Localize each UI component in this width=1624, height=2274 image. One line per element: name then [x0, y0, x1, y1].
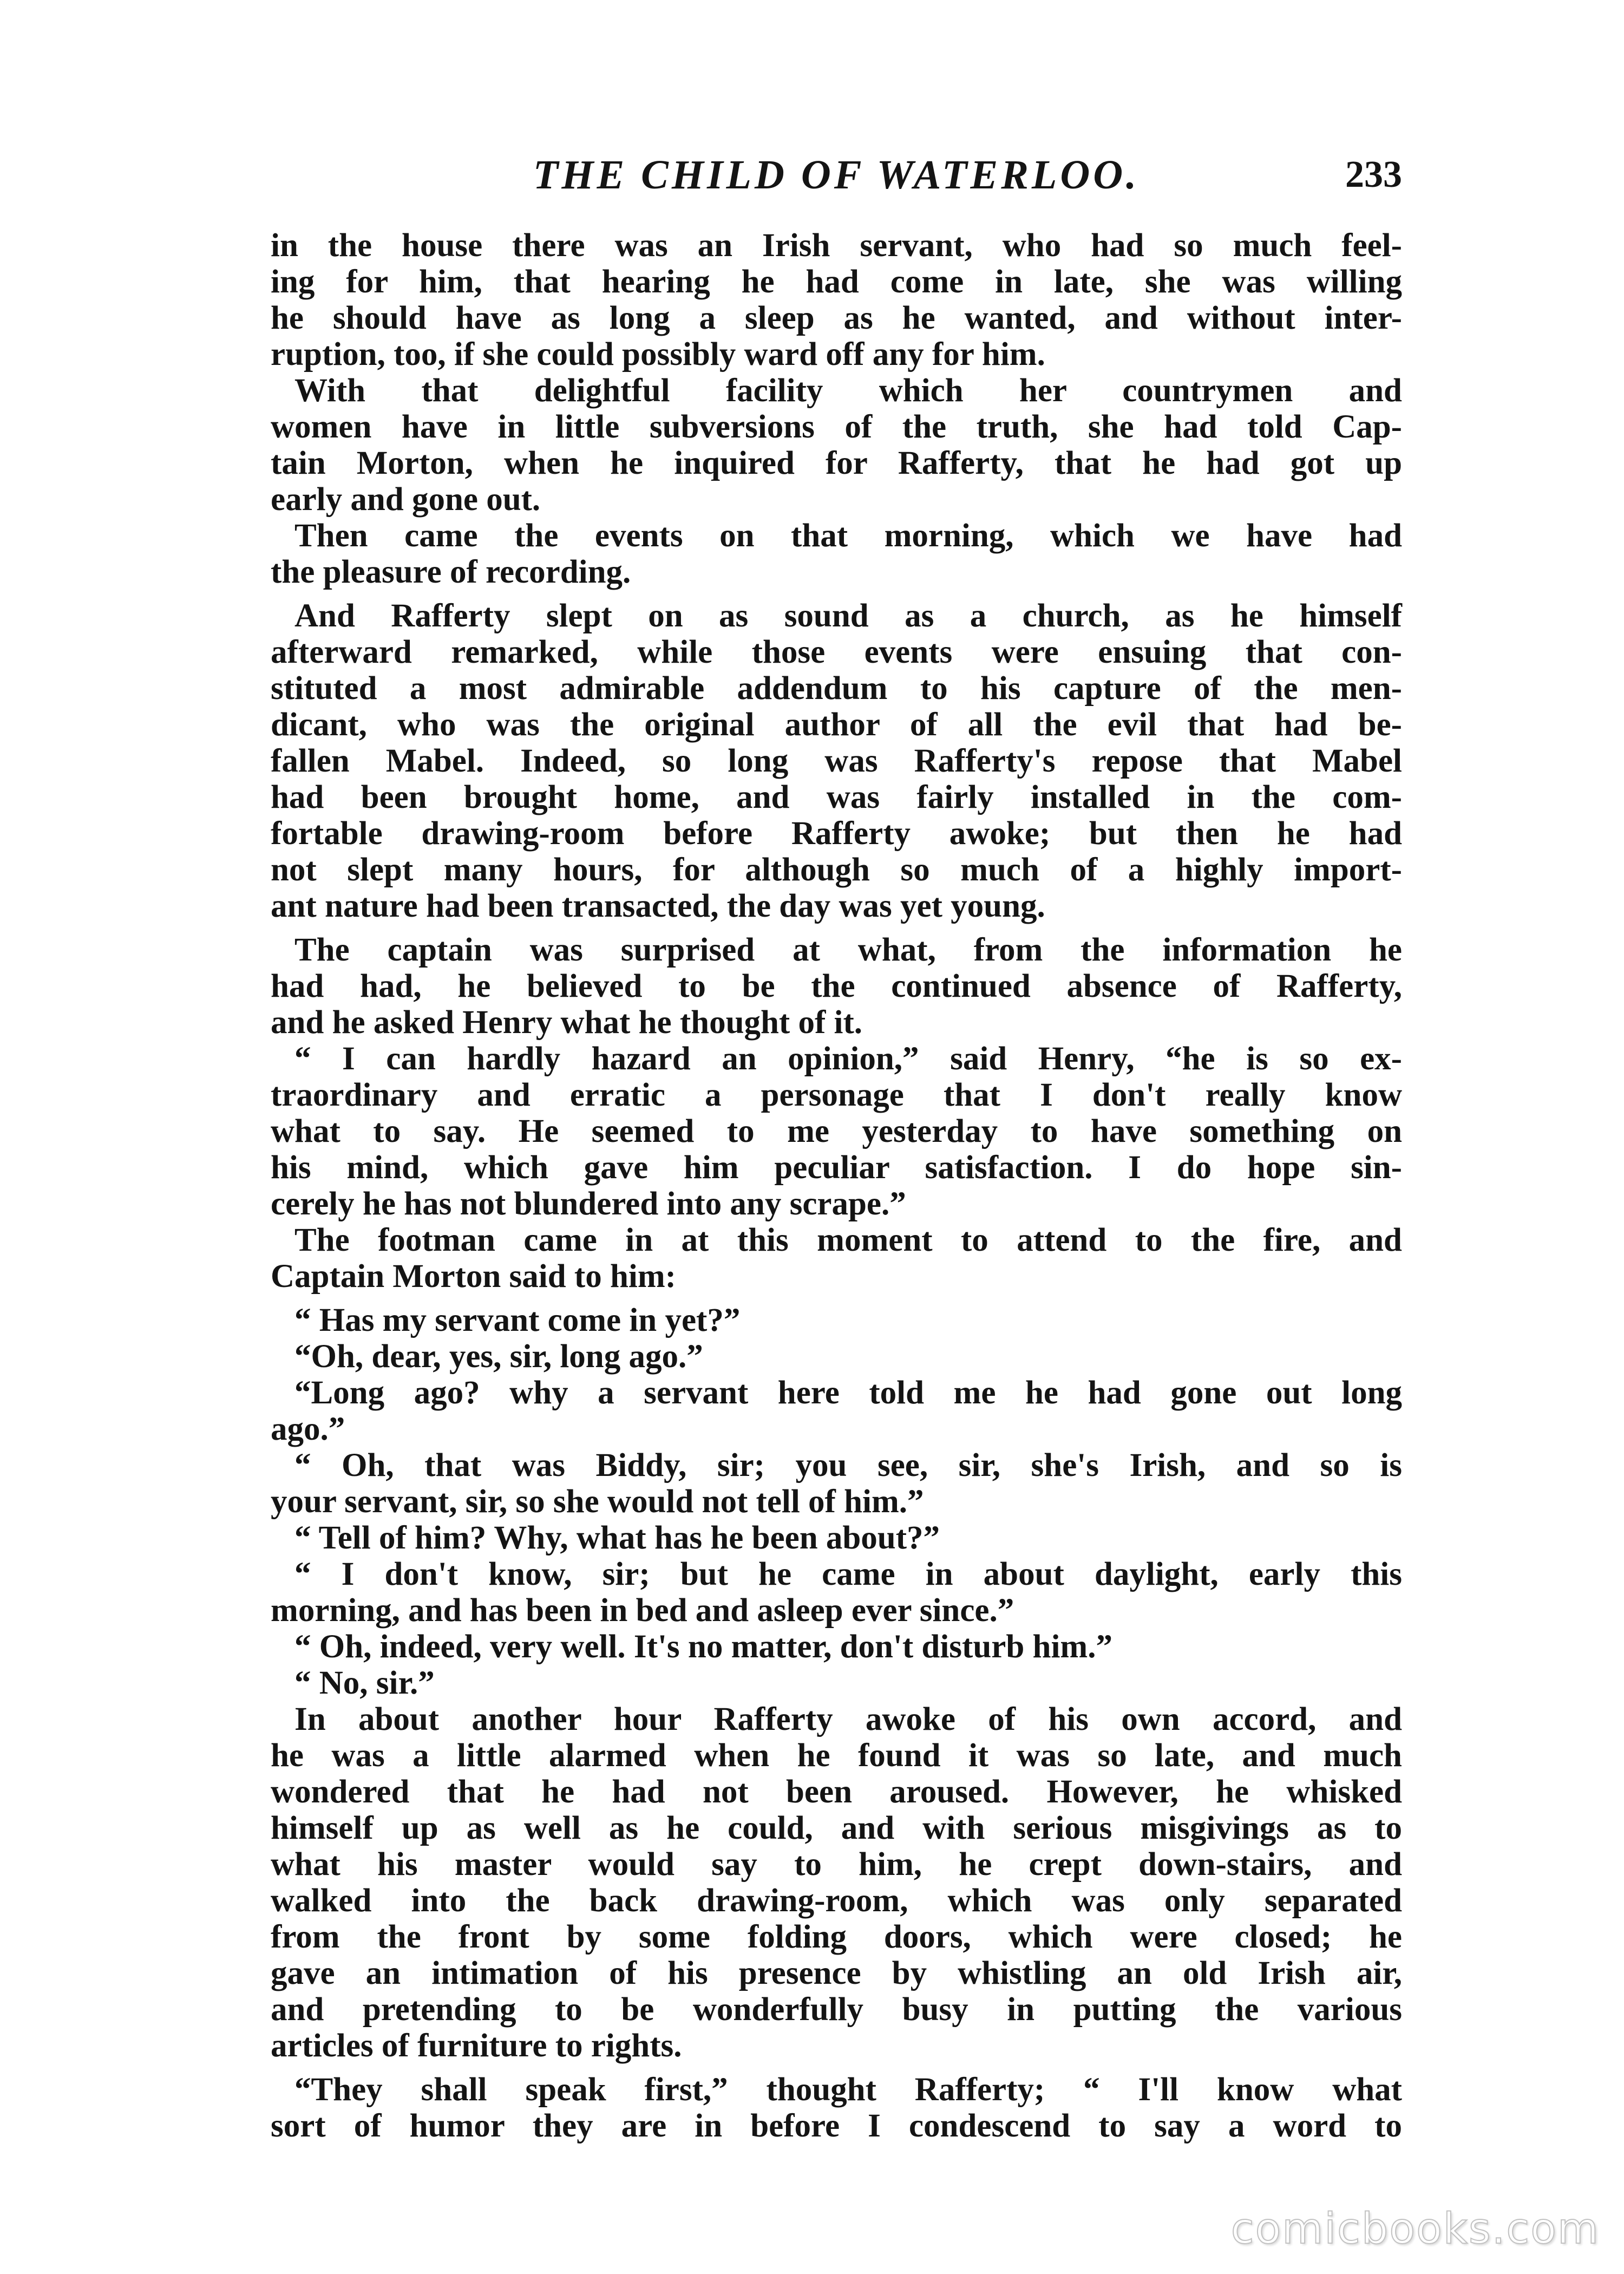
- watermark: comicbooks.com: [1230, 2205, 1600, 2253]
- text-line: and he asked Henry what he thought of it.: [271, 1004, 863, 1041]
- text-line: tain Morton, when he inquired for Rafferty, that he had got up: [271, 445, 1402, 481]
- paragraph: [271, 1701, 1402, 2064]
- text-line: The captain was surprised at what, from the information he: [294, 932, 1402, 968]
- text-line: “ Has my servant come in yet?”: [294, 1302, 741, 1338]
- text-line: ruption, too, if she could possibly ward off any for him.: [271, 336, 1045, 373]
- paragraph: [271, 1041, 1402, 1222]
- paragraph: [271, 1665, 1402, 1701]
- text-line: afterward remarked, while those events were ensuing that con-: [271, 634, 1402, 670]
- paragraph: [271, 598, 1402, 924]
- paragraph: [271, 1375, 1402, 1447]
- text-line: Captain Morton said to him:: [271, 1258, 676, 1295]
- text-line: early and gone out.: [271, 481, 541, 518]
- text-line: his mind, which gave him peculiar satisfaction. I do hope sin-: [271, 1149, 1402, 1186]
- text-line: traordinary and erratic a personage that I don't really know: [271, 1077, 1402, 1113]
- text-line: wondered that he had not been aroused. However, he whisked: [271, 1774, 1402, 1810]
- text-line: With that delightful facility which her countrymen and: [294, 373, 1402, 409]
- text-line: women have in little subversions of the truth, she had told Cap-: [271, 409, 1402, 445]
- text-line: “ I don't know, sir; but he came in about daylight, early this: [294, 1556, 1402, 1592]
- text-line: your servant, sir, so she would not tell of him.”: [271, 1484, 924, 1520]
- text-line: ant nature had been transacted, the day was yet young.: [271, 888, 1045, 924]
- text-line: had had, he believed to be the continued absence of Rafferty,: [271, 968, 1402, 1004]
- text-line: “ Oh, indeed, very well. It's no matter, don't disturb him.”: [294, 1629, 1112, 1665]
- paragraph-gap: [271, 924, 1402, 932]
- text-line: he should have as long a sleep as he wanted, and without inter-: [271, 300, 1402, 336]
- text-line: he was a little alarmed when he found it was so late, and much: [271, 1737, 1402, 1774]
- text-line: in the house there was an Irish servant, who had so much feel-: [271, 227, 1402, 264]
- text-line: dicant, who was the original author of all the evil that had be-: [271, 707, 1402, 743]
- page-number: 233: [1345, 154, 1402, 195]
- text-line: the pleasure of recording.: [271, 554, 631, 590]
- paragraph: [271, 518, 1402, 590]
- text-line: “Long ago? why a servant here told me he had gone out long: [294, 1375, 1402, 1411]
- text-line: “ No, sir.”: [294, 1665, 435, 1701]
- text-line: articles of furniture to rights.: [271, 2028, 682, 2064]
- paragraph: [271, 1520, 1402, 1556]
- paragraph: [271, 932, 1402, 1041]
- text-line: morning, and has been in bed and asleep ever since.”: [271, 1592, 1014, 1629]
- text-line: ago.”: [271, 1411, 345, 1447]
- text-line: And Rafferty slept on as sound as a church, as he himself: [294, 598, 1402, 634]
- text-line: had been brought home, and was fairly installed in the com-: [271, 779, 1402, 815]
- text-line: “ I can hardly hazard an opinion,” said Henry, “he is so ex-: [294, 1041, 1402, 1077]
- text-line: “They shall speak first,” thought Rafferty; “ I'll know what: [294, 2072, 1402, 2108]
- paragraph: [271, 1556, 1402, 1629]
- paragraph: [271, 1447, 1402, 1520]
- paragraph-gap: [271, 590, 1402, 598]
- text-line: “Oh, dear, yes, sir, long ago.”: [294, 1338, 703, 1375]
- text-line: gave an intimation of his presence by whistling an old Irish air,: [271, 1955, 1402, 1991]
- paragraph: [271, 1629, 1402, 1665]
- text-line: ing for him, that hearing he had come in late, she was willing: [271, 264, 1402, 300]
- paragraph: [271, 2072, 1402, 2144]
- text-line: himself up as well as he could, and with serious misgivings as to: [271, 1810, 1402, 1846]
- text-line: stituted a most admirable addendum to his capture of the men-: [271, 670, 1402, 707]
- paragraph: [271, 227, 1402, 373]
- text-line: not slept many hours, for although so much of a highly import-: [271, 852, 1402, 888]
- running-head: [271, 151, 1402, 199]
- text-line: “ Oh, that was Biddy, sir; you see, sir, she's Irish, and so is: [294, 1447, 1402, 1484]
- text-line: what his master would say to him, he crept down-stairs, and: [271, 1846, 1402, 1883]
- text-line: walked into the back drawing-room, which was only separated: [271, 1883, 1402, 1919]
- text-line: Then came the events on that morning, which we have had: [294, 518, 1402, 554]
- text-line: fortable drawing-room before Rafferty awoke; but then he had: [271, 815, 1402, 852]
- text-line: cerely he has not blundered into any scrape.”: [271, 1186, 906, 1222]
- paragraph: [271, 1222, 1402, 1295]
- text-line: and pretending to be wonderfully busy in putting the various: [271, 1991, 1402, 2028]
- text-line: sort of humor they are in before I condescend to say a word to: [271, 2108, 1402, 2144]
- paragraph-gap: [271, 1295, 1402, 1302]
- paragraph-gap: [271, 2064, 1402, 2072]
- text-line: fallen Mabel. Indeed, so long was Rafferty's repose that Mabel: [271, 743, 1402, 779]
- running-title: THE CHILD OF WATERLOO.: [533, 152, 1140, 198]
- paragraph: [271, 1302, 1402, 1338]
- text-line: In about another hour Rafferty awoke of his own accord, and: [294, 1701, 1402, 1737]
- paragraph: [271, 373, 1402, 518]
- body-text: [271, 227, 1402, 2144]
- text-line: from the front by some folding doors, which were closed; he: [271, 1919, 1402, 1955]
- text-line: what to say. He seemed to me yesterday to have something on: [271, 1113, 1402, 1149]
- paragraph: [271, 1338, 1402, 1375]
- text-line: The footman came in at this moment to attend to the fire, and: [294, 1222, 1402, 1258]
- text-line: “ Tell of him? Why, what has he been about?”: [294, 1520, 940, 1556]
